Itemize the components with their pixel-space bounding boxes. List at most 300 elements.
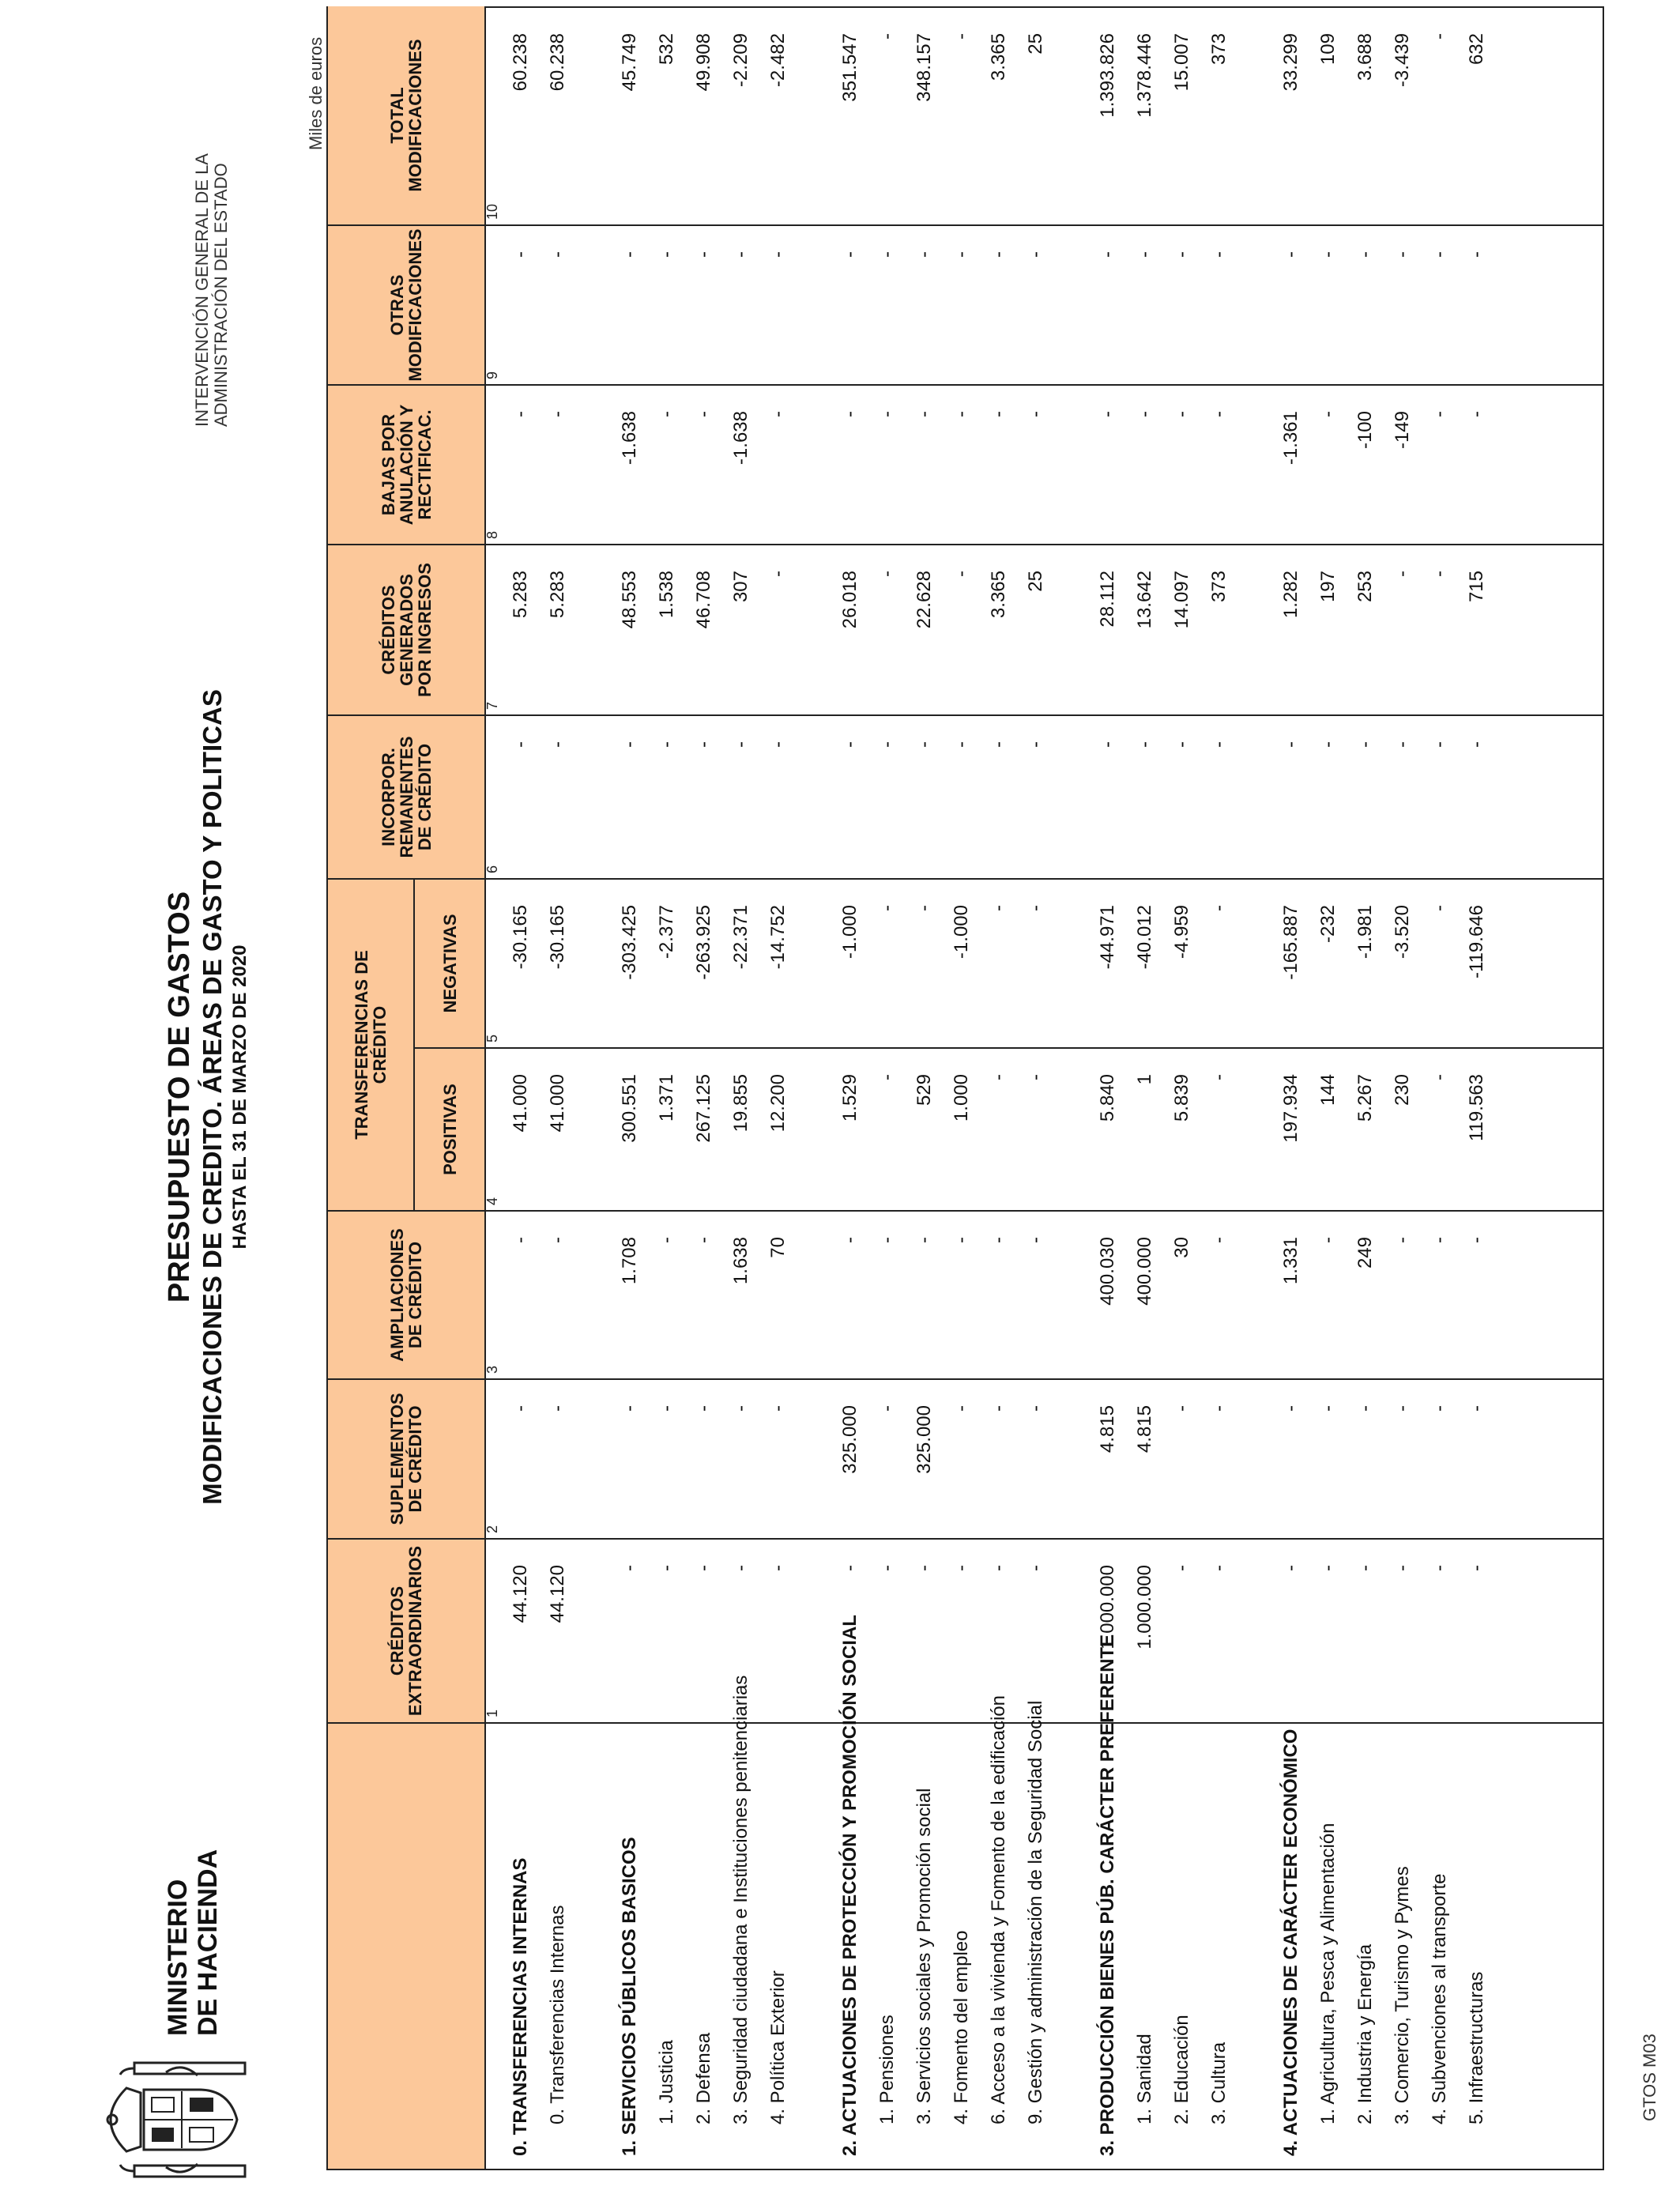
cell-value: - [839,251,861,258]
cell-value: - [1208,411,1230,417]
cell-value: - [1317,741,1339,748]
cell-value: - [913,1237,935,1243]
cell-value: - [1317,1405,1339,1412]
cell-value: - [1392,571,1413,577]
table-row [687,5,721,2169]
header-creditos-extraordinarios [328,1538,484,1722]
row-label: 2. Educación [1171,2015,1192,2124]
cell-value: - [693,1565,714,1571]
cell-value: -1.638 [619,411,640,466]
row-label: 3. Cultura [1208,2041,1230,2124]
cell-value: - [1466,1237,1487,1243]
cell-value: - [1429,1237,1450,1243]
cell-value: 49.908 [693,33,714,92]
cell-value: - [1171,411,1192,417]
header-rule [484,8,486,2169]
cell-value: 230 [1392,1074,1413,1106]
cell-value: 307 [730,571,751,603]
cell-value: - [767,1565,789,1571]
row-label: 4. Política Exterior [767,1970,789,2124]
cell-value: - [767,571,789,577]
cell-value: -3.520 [1392,905,1413,959]
cell-value: - [767,411,789,417]
cell-value: 1.282 [1280,571,1301,619]
cell-value: 197.934 [1280,1074,1301,1143]
cell-value: - [1097,741,1118,748]
header-ampliaciones [328,1210,484,1378]
header-concept [328,1722,484,2169]
table-group-row [1090,5,1125,2169]
column-number: 2 [484,1525,500,1533]
cell-value: - [1429,251,1450,258]
cell-value: 1.638 [730,1237,751,1285]
cell-value: 22.628 [913,571,935,629]
cell-value: - [1429,741,1450,748]
cell-value: - [1280,1565,1301,1571]
cell-value: - [988,251,1009,258]
intervencion-line-2: ADMINISTRACIÓN DEL ESTADO [211,163,231,427]
cell-value: -44.971 [1097,905,1118,970]
cell-value: - [693,251,714,258]
row-label: 9. Gestión y administración de la Seguridad Social [1025,1700,1046,2124]
cell-value: 529 [913,1074,935,1106]
cell-value: - [1392,251,1413,258]
cell-value: - [1025,411,1046,417]
cell-value: -263.925 [693,905,714,980]
h6-line-1: INCORPOR. [378,748,398,846]
cell-value: 253 [1354,571,1376,603]
cell-value: - [951,33,972,40]
header-suplementos [328,1378,484,1538]
row-label: 2. ACTUACIONES DE PROTECCIÓN Y PROMOCIÓN SOCIAL [839,1615,861,2156]
row-label: 0. Transferencias Internas [547,1905,568,2124]
table-row [907,5,942,2169]
row-label: 4. Subvenciones al transporte [1429,1873,1450,2124]
cell-value: - [1025,1237,1046,1243]
cell-value: 3.688 [1354,33,1376,81]
h7-line-3: POR INGRESOS [414,563,435,697]
cell-value: 144 [1317,1074,1339,1106]
cell-value: 1.393.826 [1097,33,1118,118]
cell-value: -2.482 [767,33,789,88]
cell-value: 325.000 [913,1405,935,1474]
cell-value: 46.708 [693,571,714,629]
cell-value: 5.267 [1354,1074,1376,1122]
intervencion-line-1: INTERVENCIÓN GENERAL DE LA [192,153,212,427]
row-label: 1. Sanidad [1134,2034,1155,2124]
cell-value: - [951,411,972,417]
table-group-row [612,5,647,2169]
cell-value: 1.378.446 [1134,33,1155,118]
cell-value: - [619,251,640,258]
cell-value: - [1354,1405,1376,1412]
header-bajas [328,384,484,544]
cell-value: -2.209 [730,33,751,88]
cell-value: - [1429,33,1450,40]
cell-value: - [693,741,714,748]
period-label: HASTA EL 31 DE MARZO DE 2020 [229,944,250,1250]
h8-line-3: RECTIFICAC. [414,409,435,520]
column-number: 4 [484,1197,500,1205]
table-row [1202,5,1237,2169]
table-row [650,5,684,2169]
cell-value: 373 [1208,33,1230,66]
column-number: 7 [484,701,500,710]
cell-value: - [876,1405,898,1412]
cell-value: 1.538 [656,571,677,619]
cell-value: - [1354,251,1376,258]
cell-value: - [1429,571,1450,577]
cell-value: 44.120 [547,1565,568,1623]
cell-value: - [1208,1565,1230,1571]
cell-value: - [951,1565,972,1571]
cell-value: 197 [1317,571,1339,603]
cell-value: - [656,1565,677,1571]
cell-value: - [730,251,751,258]
cell-value: -1.361 [1280,411,1301,466]
row-label: 5. Infraestructuras [1466,1971,1487,2124]
cell-value: 45.749 [619,33,640,92]
cell-value: 30 [1171,1237,1192,1258]
cell-value: 5.283 [547,571,568,619]
table-row [1165,5,1200,2169]
cell-value: - [767,251,789,258]
cell-value: - [988,741,1009,748]
cell-value: 109 [1317,33,1339,66]
cell-value: -22.371 [730,905,751,970]
cell-value: - [1354,1565,1376,1571]
row-label: 4. ACTUACIONES DE CARÁCTER ECONÓMICO [1280,1728,1301,2156]
cell-value: -100 [1354,411,1376,450]
table-row [761,5,796,2169]
cell-value: - [1171,1405,1192,1412]
column-number: 10 [484,203,500,220]
cell-value: - [988,1565,1009,1571]
cell-value: - [510,251,531,258]
cell-value: 48.553 [619,571,640,629]
h6-line-3: DE CRÉDITO [414,743,435,851]
cell-value: - [1466,251,1487,258]
cell-value: - [547,411,568,417]
cell-value: -14.752 [767,905,789,970]
cell-value: - [1208,1405,1230,1412]
table-group-row [503,5,538,2169]
cell-value: -4.959 [1171,905,1192,959]
cell-value: - [1429,1405,1450,1412]
cell-value: - [988,1237,1009,1243]
cell-value: 267.125 [693,1074,714,1143]
column-number: 5 [484,1034,500,1042]
h2-line-1: SUPLEMENTOS [387,1393,407,1525]
table-row [1348,5,1383,2169]
table-row [1128,5,1162,2169]
cell-value: - [1171,741,1192,748]
cell-value: 25 [1025,571,1046,592]
cell-value: - [951,741,972,748]
h6-line-2: REMANENTES [396,736,416,858]
cell-value: 1.371 [656,1074,677,1122]
cell-value: - [1171,1565,1192,1571]
cell-value: 25 [1025,33,1046,55]
cell-value: - [730,1565,751,1571]
units-label: Miles de euros [306,36,326,150]
cell-value: 1.000.000 [1097,1565,1118,1649]
h8-line-2: ANULACIÓN Y [396,404,416,526]
cell-value: - [1392,1237,1413,1243]
cell-value: - [767,1405,789,1412]
cell-value: 1.529 [839,1074,861,1122]
row-label: 1. SERVICIOS PÚBLICOS BASICOS [619,1837,640,2156]
cell-value: - [839,1237,861,1243]
cell-value: 1.000 [951,1074,972,1122]
header-total [328,6,484,224]
cell-value: -30.165 [547,905,568,970]
cell-value: 351.547 [839,33,861,102]
cell-value: 715 [1466,571,1487,603]
cell-value: - [876,251,898,258]
cell-value: 5.840 [1097,1074,1118,1122]
cell-value: - [656,1405,677,1412]
table-row [944,5,979,2169]
page-subtitle: MODIFICACIONES DE CREDITO. ÁREAS DE GASTO Y POLITICAS [198,689,227,1505]
cell-value: - [1025,741,1046,748]
footer-code: GTOS M03 [1640,2034,1659,2121]
cell-value: 632 [1466,33,1487,66]
cell-value: 60.238 [510,33,531,92]
cell-value: 400.000 [1134,1237,1155,1306]
cell-value: - [1354,741,1376,748]
h10-line-2: MODIFICACIONES [405,39,425,192]
table-row [541,5,575,2169]
h7-line-2: GENERADOS [396,574,416,686]
cell-value: - [951,571,972,577]
cell-value: - [1134,251,1155,258]
cell-value: - [1208,1074,1230,1080]
cell-value: - [619,741,640,748]
cell-value: - [693,1237,714,1243]
cell-value: 41.000 [510,1074,531,1133]
cell-value: 28.112 [1097,571,1118,628]
h1-line-2: EXTRAORDINARIOS [405,1545,425,1717]
row-label: 3. PRODUCCIÓN BIENES PÚB. CARÁCTER PREFERENTE [1097,1634,1118,2156]
cell-value: -303.425 [619,905,640,980]
cell-value: - [1280,251,1301,258]
cell-value: - [1208,1237,1230,1243]
cell-value: - [1429,1565,1450,1571]
cell-value: 1 [1134,1074,1155,1085]
cell-value: 400.030 [1097,1237,1118,1306]
cell-value: 70 [767,1237,789,1258]
cell-value: - [1097,411,1118,417]
cell-value: - [876,571,898,577]
h3-line-2: DE CRÉDITO [405,1241,425,1349]
cell-value: - [1392,741,1413,748]
h8-line-1: BAJAS POR [378,413,398,516]
row-label: 0. TRANSFERENCIAS INTERNAS [510,1857,531,2156]
cell-value: -1.981 [1354,905,1376,959]
cell-value: - [1025,1565,1046,1571]
cell-value: - [988,1405,1009,1412]
cell-value: - [1466,1565,1487,1571]
cell-value: 44.120 [510,1565,531,1623]
cell-value: 5.839 [1171,1074,1192,1122]
cell-value: 249 [1354,1237,1376,1269]
cell-value: - [693,411,714,417]
cell-value: 373 [1208,571,1230,603]
cell-value: - [913,741,935,748]
cell-value: 4.815 [1134,1405,1155,1453]
cell-value: -2.377 [656,905,677,959]
cell-value: - [1025,905,1046,911]
cell-value: - [1429,905,1450,911]
cell-value: -165.887 [1280,905,1301,980]
column-number: 9 [484,371,500,379]
cell-value: - [951,251,972,258]
cell-value: - [1317,251,1339,258]
cell-value: - [913,905,935,911]
cell-value: 532 [656,33,677,66]
cell-value: - [876,411,898,417]
cell-value: 14.097 [1171,571,1192,629]
h1-line-1: CRÉDITOS [387,1585,407,1676]
cell-value: - [1392,1405,1413,1412]
cell-value: 3.365 [988,33,1009,81]
cell-value: -40.012 [1134,905,1155,970]
cell-value: - [547,1237,568,1243]
cell-value: - [547,1405,568,1412]
cell-value: - [988,411,1009,417]
cell-value: - [619,1405,640,1412]
cell-value: - [767,741,789,748]
column-number: 6 [484,865,500,873]
cell-value: 15.007 [1171,33,1192,92]
cell-value: - [1280,741,1301,748]
cell-value: -149 [1392,411,1413,450]
ht-line-1: TRANSFERENCIAS DE [352,950,371,1140]
cell-value: 5.283 [510,571,531,619]
cell-value: - [913,411,935,417]
row-label: 6. Acceso a la vivienda y Fomento de la edificación [988,1695,1009,2124]
cell-value: - [1134,741,1155,748]
h9-line-1: OTRAS [387,274,407,336]
cell-value: - [510,1405,531,1412]
column-number: 1 [484,1709,500,1717]
cell-value: -30.165 [510,905,531,970]
cell-value: - [1429,1074,1450,1080]
cell-value: - [730,741,751,748]
cell-value: - [619,1565,640,1571]
cell-value: 41.000 [547,1074,568,1133]
cell-value: - [656,741,677,748]
row-label: 1. Justicia [656,2040,677,2124]
row-label: 1. Pensiones [876,2015,898,2124]
header-negativas: NEGATIVAS [413,878,484,1047]
table-row [870,5,905,2169]
cell-value: - [656,1237,677,1243]
cell-value: - [1317,1237,1339,1243]
cell-value: 3.365 [988,571,1009,619]
row-label: 2. Industria y Energía [1354,1943,1376,2124]
cell-value: - [1392,1565,1413,1571]
cell-value: -1.638 [730,411,751,466]
row-label: 3. Comercio, Turismo y Pymes [1392,1866,1413,2124]
cell-value: - [876,1237,898,1243]
cell-value: - [1280,1405,1301,1412]
cell-value: - [951,1237,972,1243]
cell-value: 1.708 [619,1237,640,1285]
cell-value: -232 [1317,905,1339,944]
table-row [1019,5,1053,2169]
cell-value: - [1025,1405,1046,1412]
cell-value: - [1317,1565,1339,1571]
h10-line-1: TOTAL [387,87,407,144]
h2-line-2: DE CRÉDITO [405,1405,425,1513]
page-title: PRESUPUESTO DE GASTOS [163,891,196,1303]
cell-value: - [1025,1074,1046,1080]
cell-value: -1.000 [951,905,972,959]
cell-value: 13.642 [1134,571,1155,629]
cell-value: - [913,1565,935,1571]
cell-value: - [876,33,898,40]
header-otras [328,224,484,384]
header-transferencias [328,878,413,1210]
cell-value: 26.018 [839,571,861,629]
cell-value: - [1429,411,1450,417]
ht-line-2: CRÉDITO [370,1005,390,1084]
h7-line-1: CRÉDITOS [378,585,398,675]
table-row [1385,5,1420,2169]
cell-value: - [693,1405,714,1412]
cell-value: 12.200 [767,1074,789,1133]
cell-value: - [839,741,861,748]
cell-value: - [988,1074,1009,1080]
cell-value: - [876,1074,898,1080]
cell-value: 348.157 [913,33,935,102]
cell-value: 1.000.000 [1134,1565,1155,1649]
cell-value: - [547,251,568,258]
cell-value: - [1208,905,1230,911]
cell-value: - [951,1405,972,1412]
table-row [724,5,759,2169]
cell-value: 33.299 [1280,33,1301,92]
cell-value: - [656,251,677,258]
cell-value: - [547,741,568,748]
ministry-line-1: MINISTERIO [163,1879,193,2036]
ministry-line-2: DE HACIENDA [193,1849,223,2036]
cell-value: - [1208,741,1230,748]
cell-value: - [1466,1405,1487,1412]
modifications-table [326,6,1604,2170]
cell-value: - [839,411,861,417]
table-row [981,5,1016,2169]
cell-value: - [876,741,898,748]
cell-value: 325.000 [839,1405,861,1474]
cell-value: 60.238 [547,33,568,92]
cell-value: -1.000 [839,905,861,959]
table-group-row [833,5,868,2169]
cell-value: - [913,251,935,258]
cell-value: - [1208,251,1230,258]
row-label: 3. Seguridad ciudadana e Instituciones penitenciarias [730,1675,751,2124]
cell-value: - [876,1565,898,1571]
header-incorporacion [328,714,484,878]
cell-value: - [1466,411,1487,417]
column-number: 3 [484,1365,500,1374]
cell-value: 119.563 [1466,1074,1487,1141]
cell-value: - [1097,251,1118,258]
cell-value: - [1171,251,1192,258]
cell-value: - [1317,411,1339,417]
